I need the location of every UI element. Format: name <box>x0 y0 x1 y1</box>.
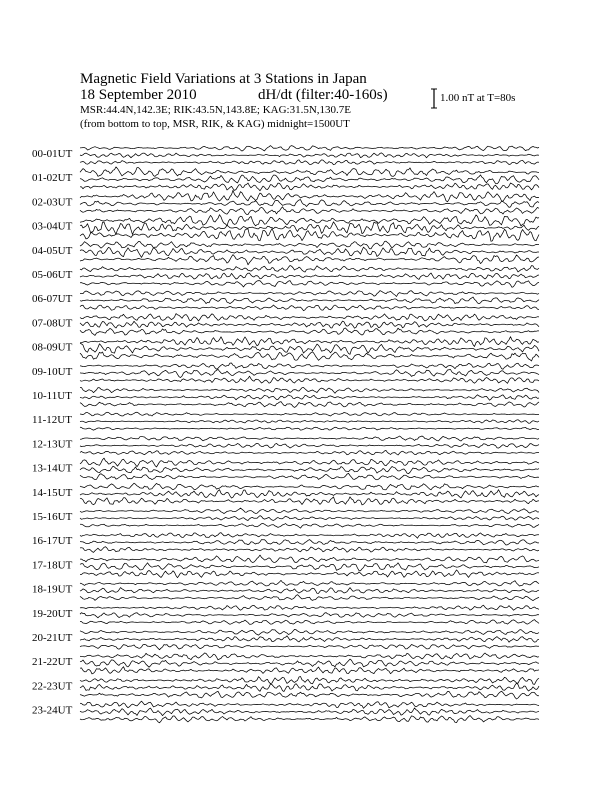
hour-label: 14-15UT <box>32 486 73 499</box>
trace-msr <box>80 305 539 311</box>
hour-label: 19-20UT <box>32 607 73 620</box>
trace-msr <box>80 497 539 505</box>
trace-kag <box>80 677 539 685</box>
trace-msr <box>80 402 539 408</box>
trace-kag <box>80 629 539 635</box>
trace-kag <box>80 387 539 393</box>
trace-rik <box>80 273 539 279</box>
station-coordinates: MSR:44.4N,142.3E; RIK:43.5N,143.8E; KAG:31.5N,130.7E <box>80 104 352 116</box>
hour-label: 07-08UT <box>32 317 73 330</box>
hour-label: 16-17UT <box>32 535 73 548</box>
hour-label: 05-06UT <box>32 269 73 281</box>
trace-kag <box>80 146 539 152</box>
hour-label: 00-01UT <box>32 148 73 160</box>
hour-label: 21-22UT <box>32 656 73 669</box>
hour-label: 13-14UT <box>32 462 73 475</box>
trace-kag <box>80 483 539 490</box>
trace-rik <box>80 659 539 667</box>
trace-kag <box>80 458 539 467</box>
trace-rik <box>80 683 539 691</box>
trace-msr <box>80 160 539 165</box>
trace-msr <box>80 183 539 191</box>
scale-label: 1.00 nT at T=80s <box>440 92 516 104</box>
trace-kag <box>80 653 539 660</box>
hour-label: 01-02UT <box>32 172 73 185</box>
trace-kag <box>80 337 539 347</box>
trace-kag <box>80 701 539 708</box>
trace-rik <box>80 343 539 354</box>
trace-rik <box>80 466 539 474</box>
trace-rik <box>80 395 539 400</box>
trace-rik <box>80 153 539 158</box>
trace-msr <box>80 427 539 430</box>
trace-rik <box>80 200 539 208</box>
trace-kag <box>80 436 539 441</box>
trace-msr <box>80 716 539 723</box>
hour-label: 10-11UT <box>32 390 72 402</box>
trace-rik <box>80 588 539 594</box>
trace-msr <box>80 376 539 383</box>
trace-msr <box>80 570 539 578</box>
trace-kag <box>80 412 539 416</box>
trace-msr <box>80 328 539 335</box>
traces <box>80 146 539 723</box>
trace-rik <box>80 247 539 257</box>
trace-msr <box>80 547 539 553</box>
chart-measure: dH/dt (filter:40-160s) <box>258 87 388 103</box>
scale-bar-icon <box>430 88 438 109</box>
trace-msr <box>80 644 539 649</box>
trace-kag <box>80 190 539 202</box>
hour-label: 15-16UT <box>32 511 73 523</box>
hour-label: 09-10UT <box>32 365 73 378</box>
trace-msr <box>80 620 539 625</box>
trace-msr <box>80 667 539 674</box>
trace-msr <box>80 691 539 699</box>
trace-msr <box>80 595 539 601</box>
trace-msr <box>80 524 539 529</box>
trace-msr <box>80 450 539 455</box>
hour-label: 02-03UT <box>32 196 73 209</box>
trace-order-note: (from bottom to top, MSR, RIK, & KAG) midnight=1500UT <box>80 118 350 130</box>
hour-label: 11-12UT <box>32 414 72 427</box>
trace-kag <box>80 314 539 321</box>
trace-msr <box>80 255 539 265</box>
trace-rik <box>80 443 539 448</box>
chart-date: 18 September 2010 <box>80 87 197 103</box>
trace-rik <box>80 708 539 716</box>
trace-kag <box>80 605 539 610</box>
trace-rik <box>80 563 539 571</box>
trace-kag <box>80 215 539 226</box>
hour-label: 20-21UT <box>32 632 73 644</box>
trace-kag <box>80 266 539 273</box>
trace-rik <box>80 636 539 642</box>
chart-title: Magnetic Field Variations at 3 Stations in Japan <box>80 71 367 87</box>
trace-rik <box>80 297 539 304</box>
trace-kag <box>80 291 539 297</box>
hour-label: 23-24UT <box>32 704 73 717</box>
trace-kag <box>80 555 539 563</box>
trace-kag <box>80 363 539 369</box>
trace-msr <box>80 207 539 215</box>
trace-kag <box>80 241 539 249</box>
trace-rik <box>80 516 539 521</box>
hour-label: 22-23UT <box>32 680 73 693</box>
hour-label: 04-05UT <box>32 244 73 257</box>
trace-kag <box>80 580 539 586</box>
hour-label: 03-04UT <box>32 220 73 233</box>
trace-rik <box>80 613 539 618</box>
hour-label: 12-13UT <box>32 438 73 451</box>
hour-label: 18-19UT <box>32 583 73 596</box>
trace-kag <box>80 508 539 513</box>
hour-label: 08-09UT <box>32 341 73 354</box>
hour-labels <box>32 148 73 717</box>
trace-msr <box>80 281 539 288</box>
trace-kag <box>80 167 539 177</box>
trace-rik <box>80 175 539 184</box>
hour-label: 17-18UT <box>32 559 73 572</box>
trace-rik <box>80 321 539 328</box>
trace-rik <box>80 490 539 498</box>
hour-label: 06-07UT <box>32 293 73 306</box>
trace-rik <box>80 420 539 424</box>
trace-rik <box>80 540 539 545</box>
trace-msr <box>80 473 539 479</box>
trace-kag <box>80 533 539 539</box>
trace-rik <box>80 369 539 377</box>
trace-msr <box>80 352 539 361</box>
